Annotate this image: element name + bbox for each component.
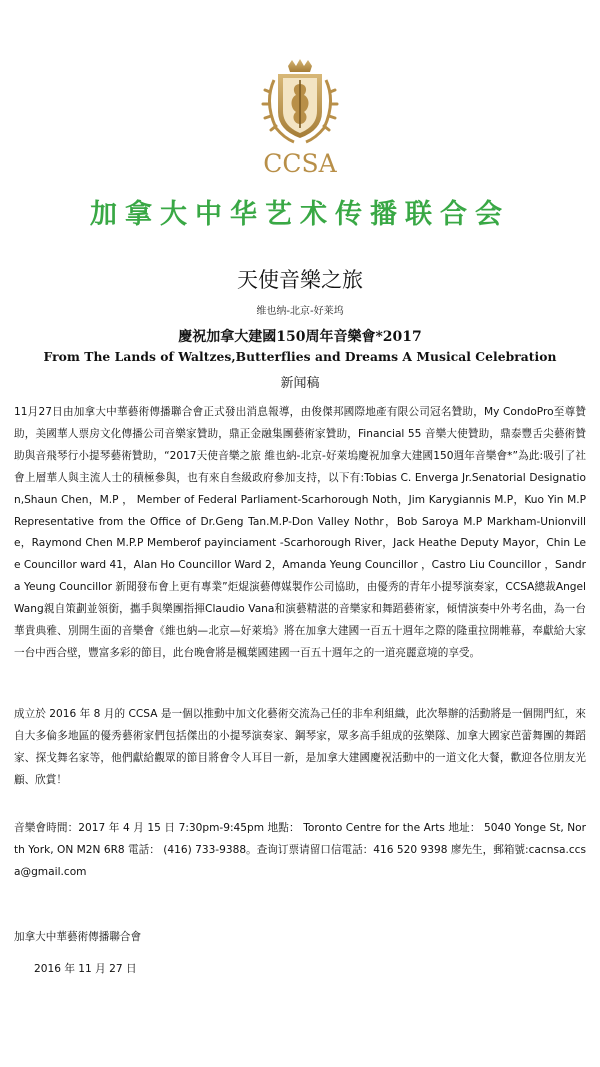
press-release-label: 新闻稿 [280, 376, 320, 391]
event-info-paragraph: 音樂會時間：2017 年 4 月 15 日 7:30pm-9:45pm 地點： Toronto Centre for the Arts 地址： 5040 Yonge St, North York, ON M2N 6R8 電話： (416) 733-9388。查询订票请留口信電話：416 520 9398 廖先生，郵箱號:cacnsa.ccsa@gmail.com [14, 822, 586, 878]
ccsa-logo [254, 58, 346, 178]
body-paragraph-2: 成立於 2016 年 8 月的 CCSA 是一個以推動中加文化藝術交流為己任的非牟利組織，此次舉辦的活動將是一個開門紅，來自大多倫多地區的優秀藝術家們包括傑出的小提琴演奏家、鋼琴家，眾多高手組成的弦樂隊、加拿大國家芭蕾舞團的舞蹈家、探戈舞名家等，他們獻給觀眾的節目將會令人耳目一新，是加拿大建國慶祝活動中的一道文化大餐，歡迎各位朋友光顧、欣賞！ [14, 708, 586, 786]
concert-english-title: From The Lands of Waltzes,Butterflies and Dreams A Musical Celebration [43, 349, 557, 364]
logo-text: CCSA [263, 149, 337, 178]
ccsa-emblem-icon [254, 58, 346, 178]
release-date: 2016 年 11 月 27 日 [34, 963, 137, 975]
body-paragraph-1: 11月27日由加拿大中華藝術傳播聯合會正式發出消息報導，由俊傑邦國際地產有限公司冠名贊助，My CondoPro至尊贊助，美國華人票房文化傳播公司音樂家贊助，鼎正金融集團藝術家贊助，Financial 55 音樂大使贊助，鼎泰豐舌尖藝術贊助與音飛琴行小提琴藝術贊助，“2017天使音樂之旅 維也納-北京-好萊塢慶祝加拿大建國150週年音樂會*”為此:吸引了社會上層華人與主流人士的積極參與，也有來自叁級政府參加支持，以下有:Tobias C. Enverga Jr.Senatorial Designation,Shaun Chen，M.P ， Member of Federal Parliament-Scarhorough Noth，Jim Karygiannis M.P，Kuo Yin M.P Representative from the Office of Dr.Geng Tan.M.P-Don Valley Nothr，Bob Saroya M.P Markham-Unionville，Raymond Chen M.P.P Memberof payinciament -Scarhorough River，Jack Heathe Deputy Mayor，Chin Lee Councillor ward 41，Alan Ho Councillor Ward 2，Amanda Yeung Councillor ，Castro Liu Councillor ，Sandra Yeung Councillor 新聞發布會上更有專業”炬焜演藝傳媒製作公司協助，由優秀的青年小提琴演奏家，CCSA總裁Angel Wang親自策劃並領銜，攜手與樂團指揮Claudio Vana和演藝精湛的音樂家和舞蹈藝術家，傾情演奏中外考名曲，為一台華貴典雅、別開生面的音樂會《維也納—北京—好萊塢》將在加拿大建國一百五十週年之際的隆重拉開帷幕，奉獻給大家一台中西合壁，豐富多彩的節目，此台晚會將是楓葉國建國一百五十週年之的一道亮麗意境的享受。 [14, 406, 586, 659]
document-title: 天使音樂之旅 [237, 268, 363, 292]
celebration-heading: 慶祝加拿大建國150周年音樂會*2017 [178, 329, 422, 345]
signature: 加拿大中華藝術傳播聯合會 [14, 931, 142, 943]
organization-banner: 加拿大中华艺术传播联合会 [90, 199, 510, 230]
document-subtitle: 维也纳-北京-好莱坞 [256, 306, 344, 317]
